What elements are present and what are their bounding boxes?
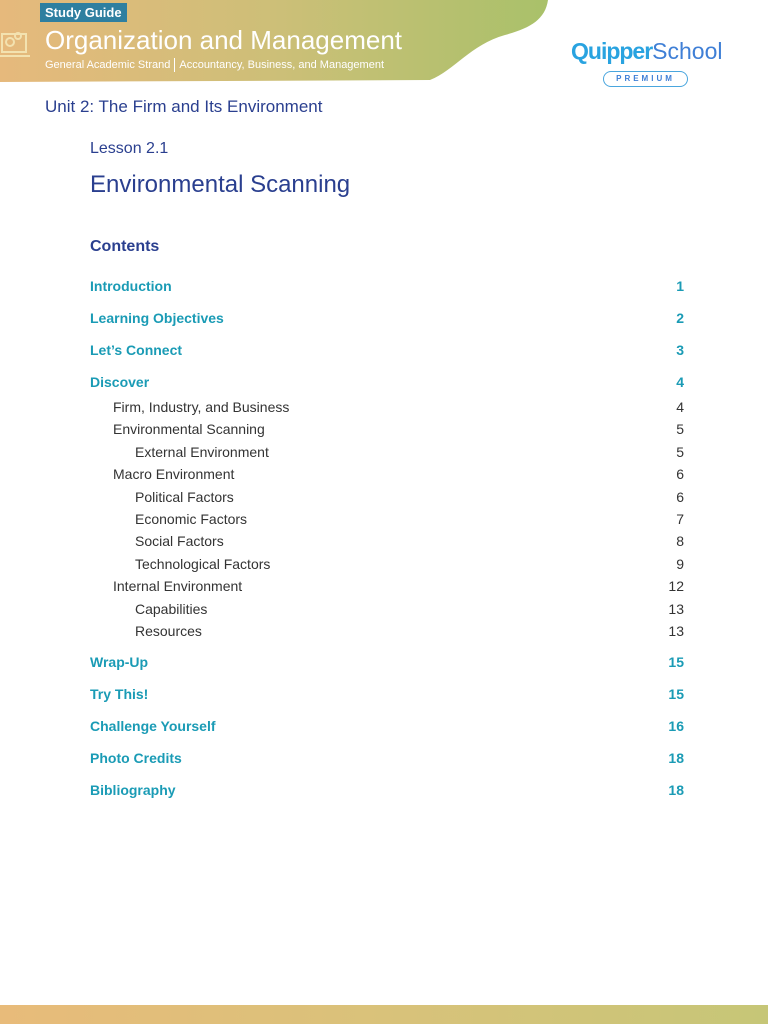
track: Accountancy, Business, and Management [179,58,384,71]
toc-entry[interactable] [90,374,684,394]
toc-label: Economic Factors [135,510,248,527]
toc-label: Let’s Connect [90,342,183,358]
subject-title: Organization and Management [45,25,403,55]
separator [174,58,175,72]
toc-page: 9 [676,555,684,572]
toc-page: 6 [676,488,684,505]
toc-page: 1 [676,278,684,294]
toc-page: 5 [676,421,684,438]
study-guide-badge: Study Guide [40,3,127,22]
toc-page: 15 [668,654,684,671]
toc-label: Internal Environment [113,578,243,595]
quipper-school-logo [571,38,723,65]
toc-label: Capabilities [135,600,208,617]
lesson-number: Lesson 2.1 [90,140,169,157]
toc-page: 4 [676,399,684,415]
toc-label: Challenge Yourself [90,718,216,735]
unit-heading: Unit 2: The Firm and Its Environment [45,97,323,116]
gear-laptop-icon [0,28,30,60]
toc-entry[interactable] [90,441,684,463]
toc-entry[interactable] [90,418,684,440]
premium-badge: PREMIUM [603,71,688,87]
toc-label: Resources [135,622,202,639]
toc-page: 15 [668,686,684,703]
toc-label: Learning Objectives [90,310,224,326]
toc-entry[interactable] [90,575,684,597]
toc-entry[interactable] [90,750,684,770]
toc-label: Try This! [90,686,149,703]
toc-entry[interactable] [90,620,684,642]
toc-page: 2 [676,310,684,326]
toc-entry[interactable] [90,486,684,508]
contents-heading: Contents [90,238,160,255]
toc-label: Photo Credits [90,750,182,767]
table-of-contents [90,278,684,802]
toc-entry[interactable] [90,508,684,530]
toc-label: Wrap-Up [90,654,149,671]
toc-entry[interactable] [90,686,684,706]
toc-entry[interactable] [90,463,684,485]
toc-entry[interactable] [90,598,684,620]
strand-line [45,58,384,72]
toc-entry[interactable] [90,396,684,418]
toc-label: Social Factors [135,533,224,550]
logo-bold: Quipper [571,38,653,64]
toc-page: 5 [676,443,684,460]
toc-page: 13 [668,622,684,639]
toc-page: 4 [676,374,684,390]
footer-bar [0,1005,768,1024]
page-title: Environmental Scanning [90,171,351,198]
toc-label: Environmental Scanning [113,421,265,438]
toc-page: 6 [676,466,684,483]
toc-page: 13 [668,600,684,617]
toc-entry[interactable] [90,553,684,575]
toc-entry[interactable] [90,654,684,674]
toc-label: Bibliography [90,782,176,799]
toc-entry[interactable] [90,718,684,738]
toc-page: 12 [668,578,684,595]
toc-entry[interactable] [90,782,684,802]
toc-label: Firm, Industry, and Business [113,399,290,415]
toc-label: Technological Factors [135,555,271,572]
toc-page: 8 [676,533,684,550]
toc-label: Discover [90,374,150,390]
logo-light: School [652,38,723,64]
toc-entry[interactable] [90,278,684,298]
toc-page: 18 [668,750,684,767]
toc-label: Political Factors [135,488,234,505]
toc-entry[interactable] [90,342,684,362]
toc-label: Macro Environment [113,466,235,483]
toc-page: 16 [668,718,684,735]
toc-page: 7 [676,510,684,527]
toc-entry[interactable] [90,310,684,330]
toc-entry[interactable] [90,530,684,552]
toc-page: 3 [676,342,684,358]
toc-page: 18 [668,782,684,799]
strand: General Academic Strand [45,58,171,71]
toc-label: Introduction [90,278,172,294]
toc-label: External Environment [135,443,269,460]
